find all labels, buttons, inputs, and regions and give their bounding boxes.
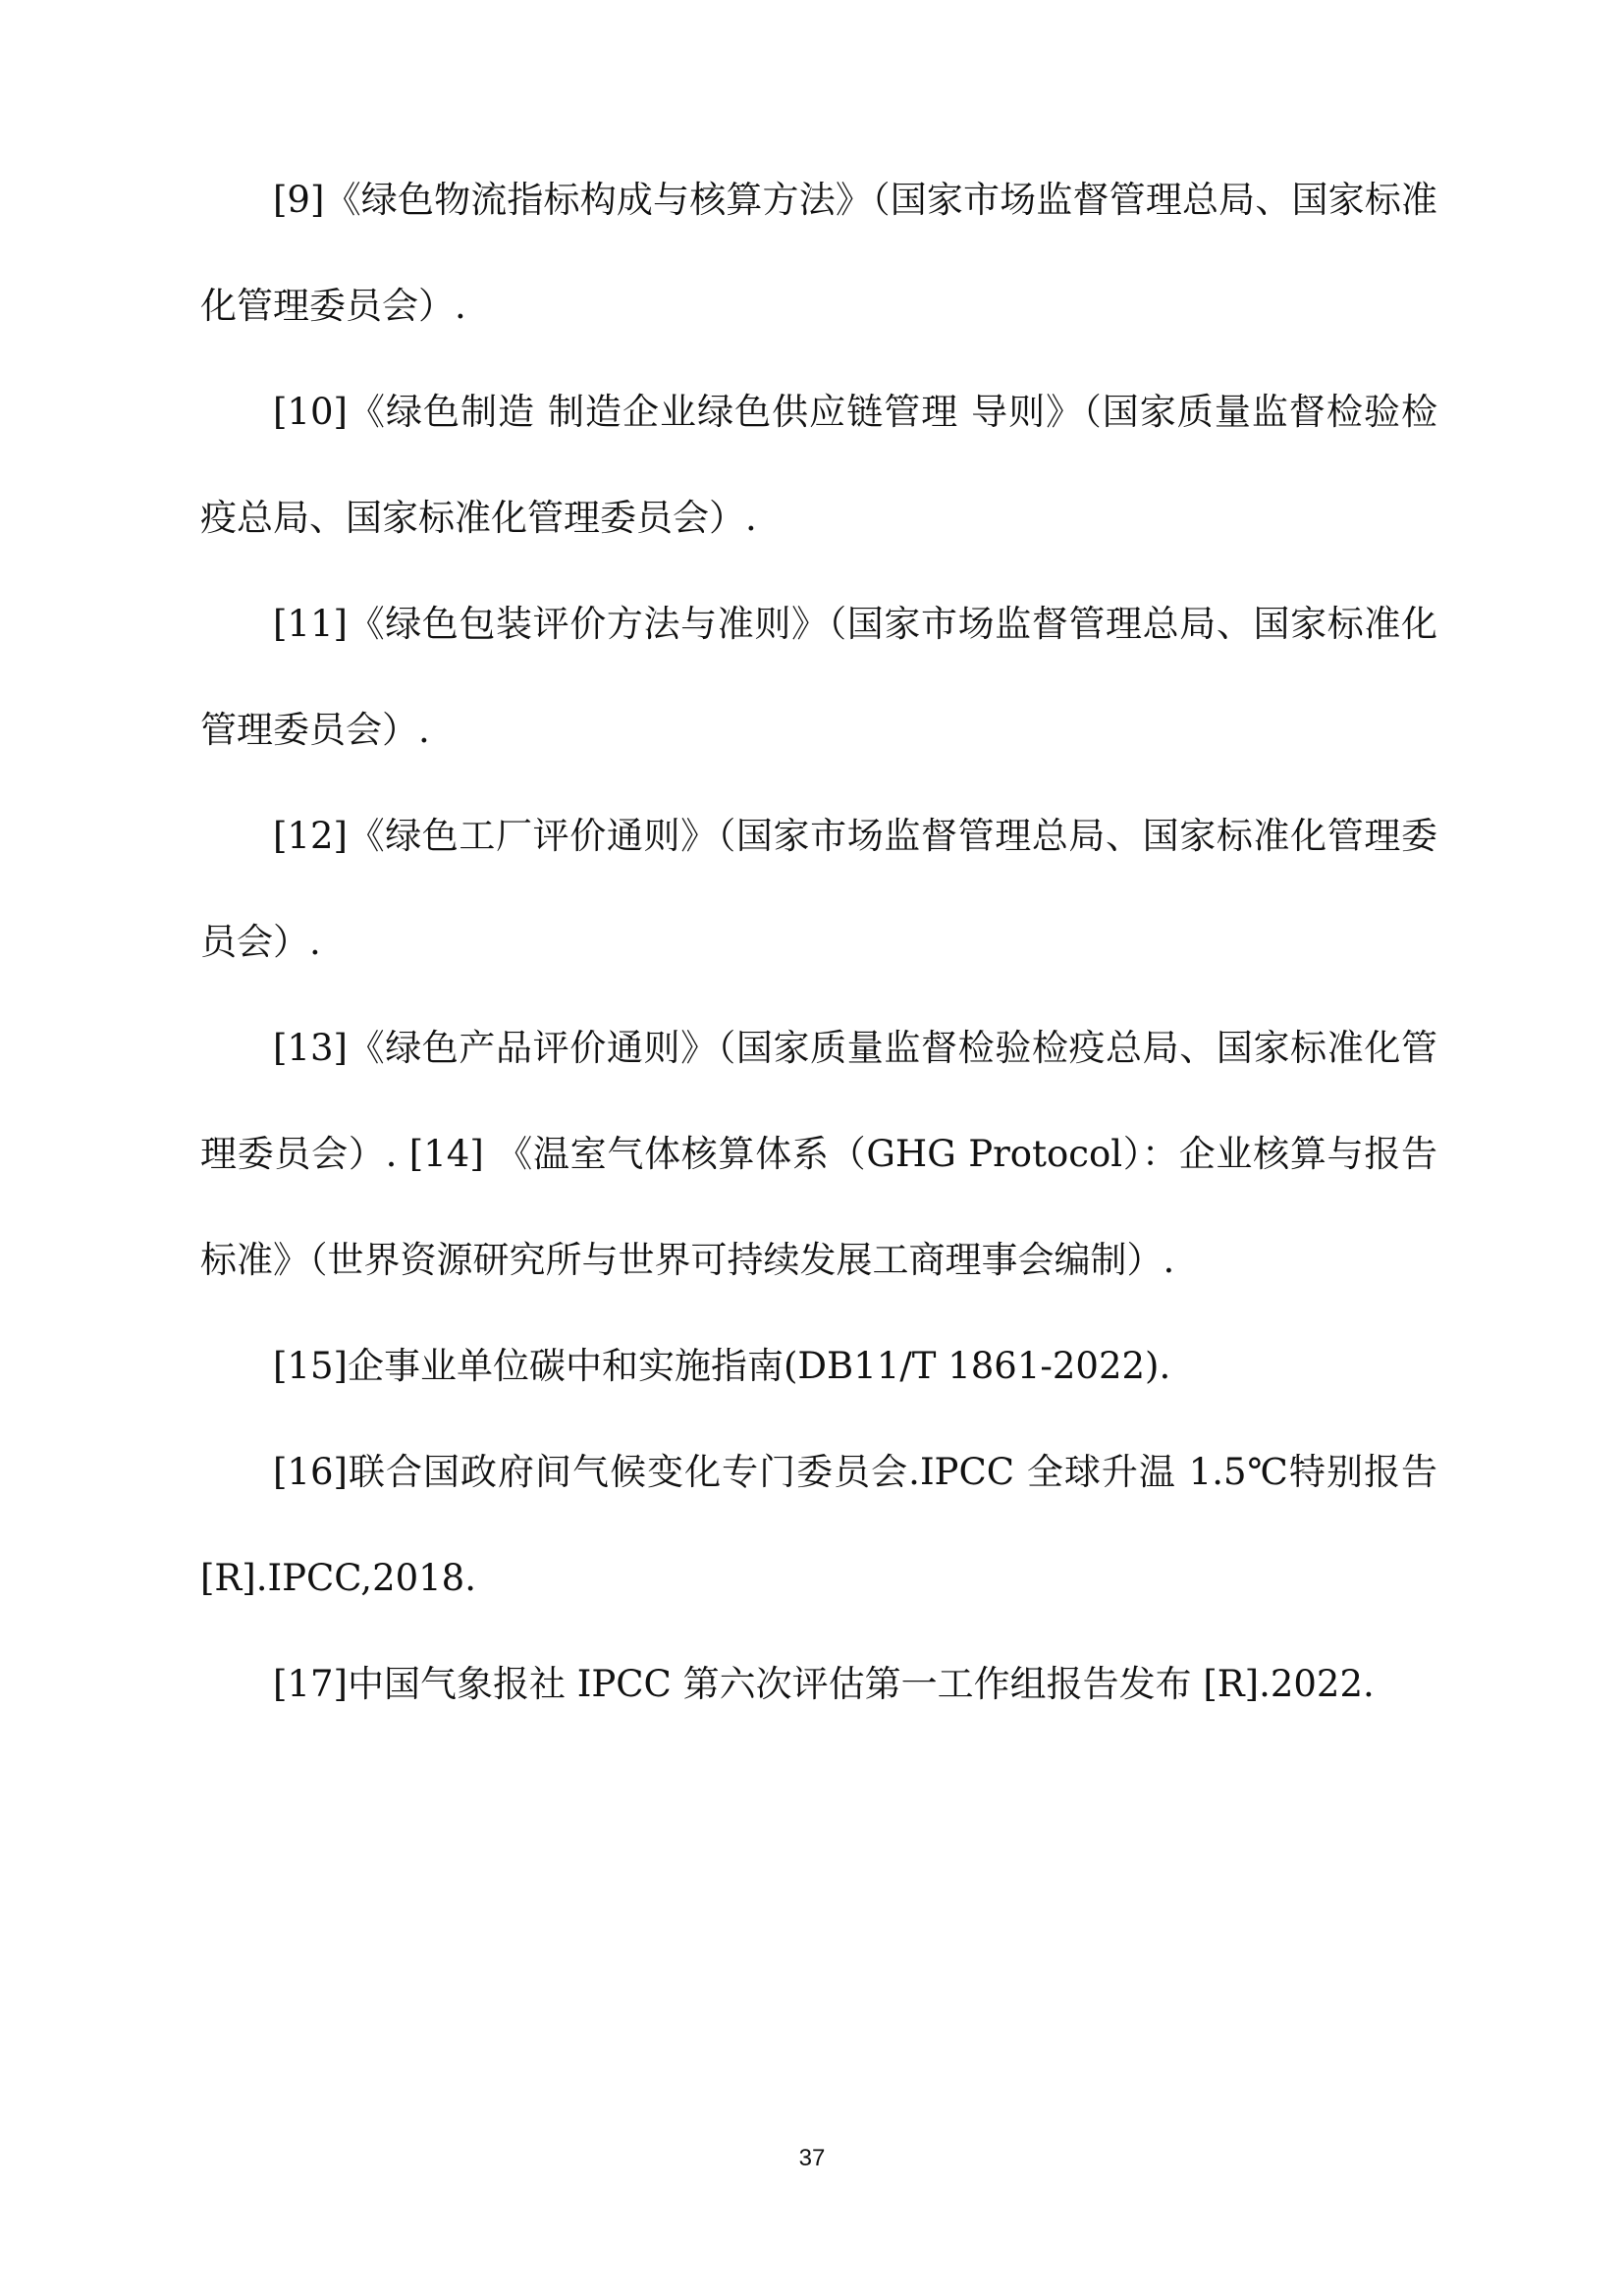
reference-item-10: [10]《绿色制造 制造企业绿色供应链管理 导则》（国家质量监督检验检疫总局、国家标准化管理委员会）. — [200, 391, 1437, 539]
reference-item-16: [16]联合国政府间气候变化专门委员会.IPCC 全球升温 1.5℃特别报告[R].IPCC,2018. — [200, 1451, 1437, 1599]
reference-list — [200, 147, 1437, 1737]
reference-item-11: [11]《绿色包装评价方法与准则》（国家市场监督管理总局、国家标准化管理委员会）. — [200, 603, 1437, 751]
reference-item-13-14: [13]《绿色产品评价通则》（国家质量监督检验检疫总局、国家标准化管理委员会）. [14] 《温室气体核算体系（GHG Protocol）：企业核算与报告标准》（世界资源研究所与世界可持续发展工商理事会编制）. — [200, 1027, 1437, 1281]
reference-item-9: [9]《绿色物流指标构成与核算方法》（国家市场监督管理总局、国家标准化管理委员会）. — [200, 179, 1437, 327]
page-number: 37 — [798, 2145, 826, 2171]
reference-item-15: [15]企事业单位碳中和实施指南(DB11/T 1861-2022). — [273, 1345, 1171, 1387]
reference-item-12: [12]《绿色工厂评价通则》（国家市场监督管理总局、国家标准化管理委员会）. — [200, 815, 1437, 963]
reference-item-17: [17]中国气象报社 IPCC 第六次评估第一工作组报告发布 [R].2022. — [273, 1663, 1375, 1705]
